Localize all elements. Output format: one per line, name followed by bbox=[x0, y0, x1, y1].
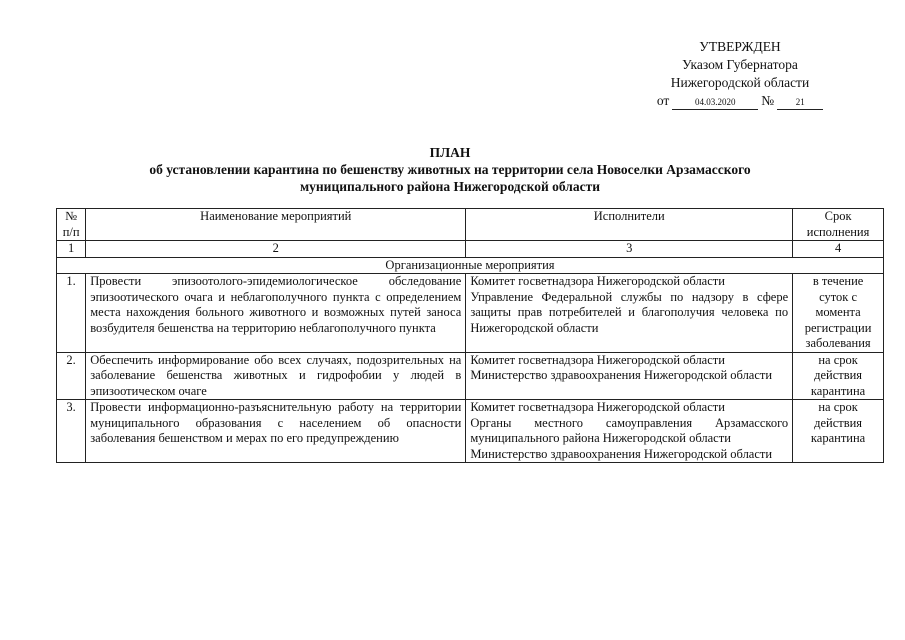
executor: Комитет госветнадзора Нижегородской области bbox=[470, 352, 725, 367]
executor: Комитет госветнадзора Нижегородской области bbox=[470, 274, 725, 288]
executor: Органы местного самоуправления Арзамасского муниципального района Нижегородской области bbox=[470, 415, 789, 445]
approval-stamp bbox=[640, 38, 840, 110]
document-title bbox=[60, 144, 840, 195]
section-title: Организационные мероприятия bbox=[57, 257, 884, 274]
header-row bbox=[57, 209, 884, 241]
row-number: 2. bbox=[57, 352, 86, 400]
row-term: на срок действия карантина bbox=[793, 352, 884, 400]
index-cell: 4 bbox=[793, 241, 884, 258]
index-cell: 1 bbox=[57, 241, 86, 258]
index-cell: 2 bbox=[86, 241, 466, 258]
row-executors bbox=[466, 274, 793, 353]
title-line-1: об установлении карантина по бешенству животных на территории села Новоселки Арзамасского bbox=[149, 162, 751, 177]
decree-number: 21 bbox=[777, 96, 823, 110]
executor: Министерство здравоохранения Нижегородской области bbox=[470, 368, 773, 382]
approved-label: УТВЕРЖДЕН bbox=[699, 39, 781, 54]
executor: Управление Федеральной службы по надзору в сфере защиты прав потребителей и благополучия человека по Нижегородской области bbox=[470, 289, 789, 335]
table-row bbox=[57, 274, 884, 353]
plan-table bbox=[56, 208, 884, 463]
index-row bbox=[57, 241, 884, 258]
title-line-2: муниципального района Нижегородской области bbox=[299, 179, 601, 194]
row-number: 1. bbox=[57, 274, 86, 353]
header-executors: Исполнители bbox=[466, 209, 793, 241]
row-number: 3. bbox=[57, 400, 86, 463]
header-term: Срок исполнения bbox=[793, 209, 884, 241]
row-measure: Обеспечить информирование обо всех случаях, подозрительных на заболевание бешенства животных и гидрофобии у людей в эпизоотическом очаге bbox=[86, 352, 466, 400]
from-label: от bbox=[656, 93, 670, 108]
row-measure: Провести информационно-разъяснительную работу на территории муниципального образования с населением об опасности заболевания бешенством и мерах по его предупреждению bbox=[86, 400, 466, 463]
row-executors bbox=[466, 400, 793, 463]
decree-date: 04.03.2020 bbox=[672, 96, 758, 110]
executor: Министерство здравоохранения Нижегородской области bbox=[470, 446, 773, 461]
section-row bbox=[57, 257, 884, 274]
row-executors bbox=[466, 352, 793, 400]
row-measure: Провести эпизоотолого-эпидемиологическое обследование эпизоотического очага и неблагополучного пункта с определением места нахождения больного животного и возможных путей заноса возбудителя бешенства на территорию неблагополучного пункта bbox=[86, 274, 466, 353]
executor: Комитет госветнадзора Нижегородской области bbox=[470, 400, 725, 414]
table-row bbox=[57, 352, 884, 400]
title-heading: ПЛАН bbox=[429, 145, 471, 160]
row-term: на срок действия карантина bbox=[793, 400, 884, 463]
row-term: в течение суток с момента регистрации заболевания bbox=[793, 274, 884, 353]
table-row bbox=[57, 400, 884, 463]
number-label: № bbox=[761, 93, 775, 108]
index-cell: 3 bbox=[466, 241, 793, 258]
header-name: Наименование мероприятий bbox=[86, 209, 466, 241]
region-label: Нижегородской области bbox=[670, 75, 810, 90]
decree-label: Указом Губернатора bbox=[682, 57, 798, 72]
date-number-line bbox=[640, 92, 840, 110]
header-num: № п/п bbox=[57, 209, 86, 241]
